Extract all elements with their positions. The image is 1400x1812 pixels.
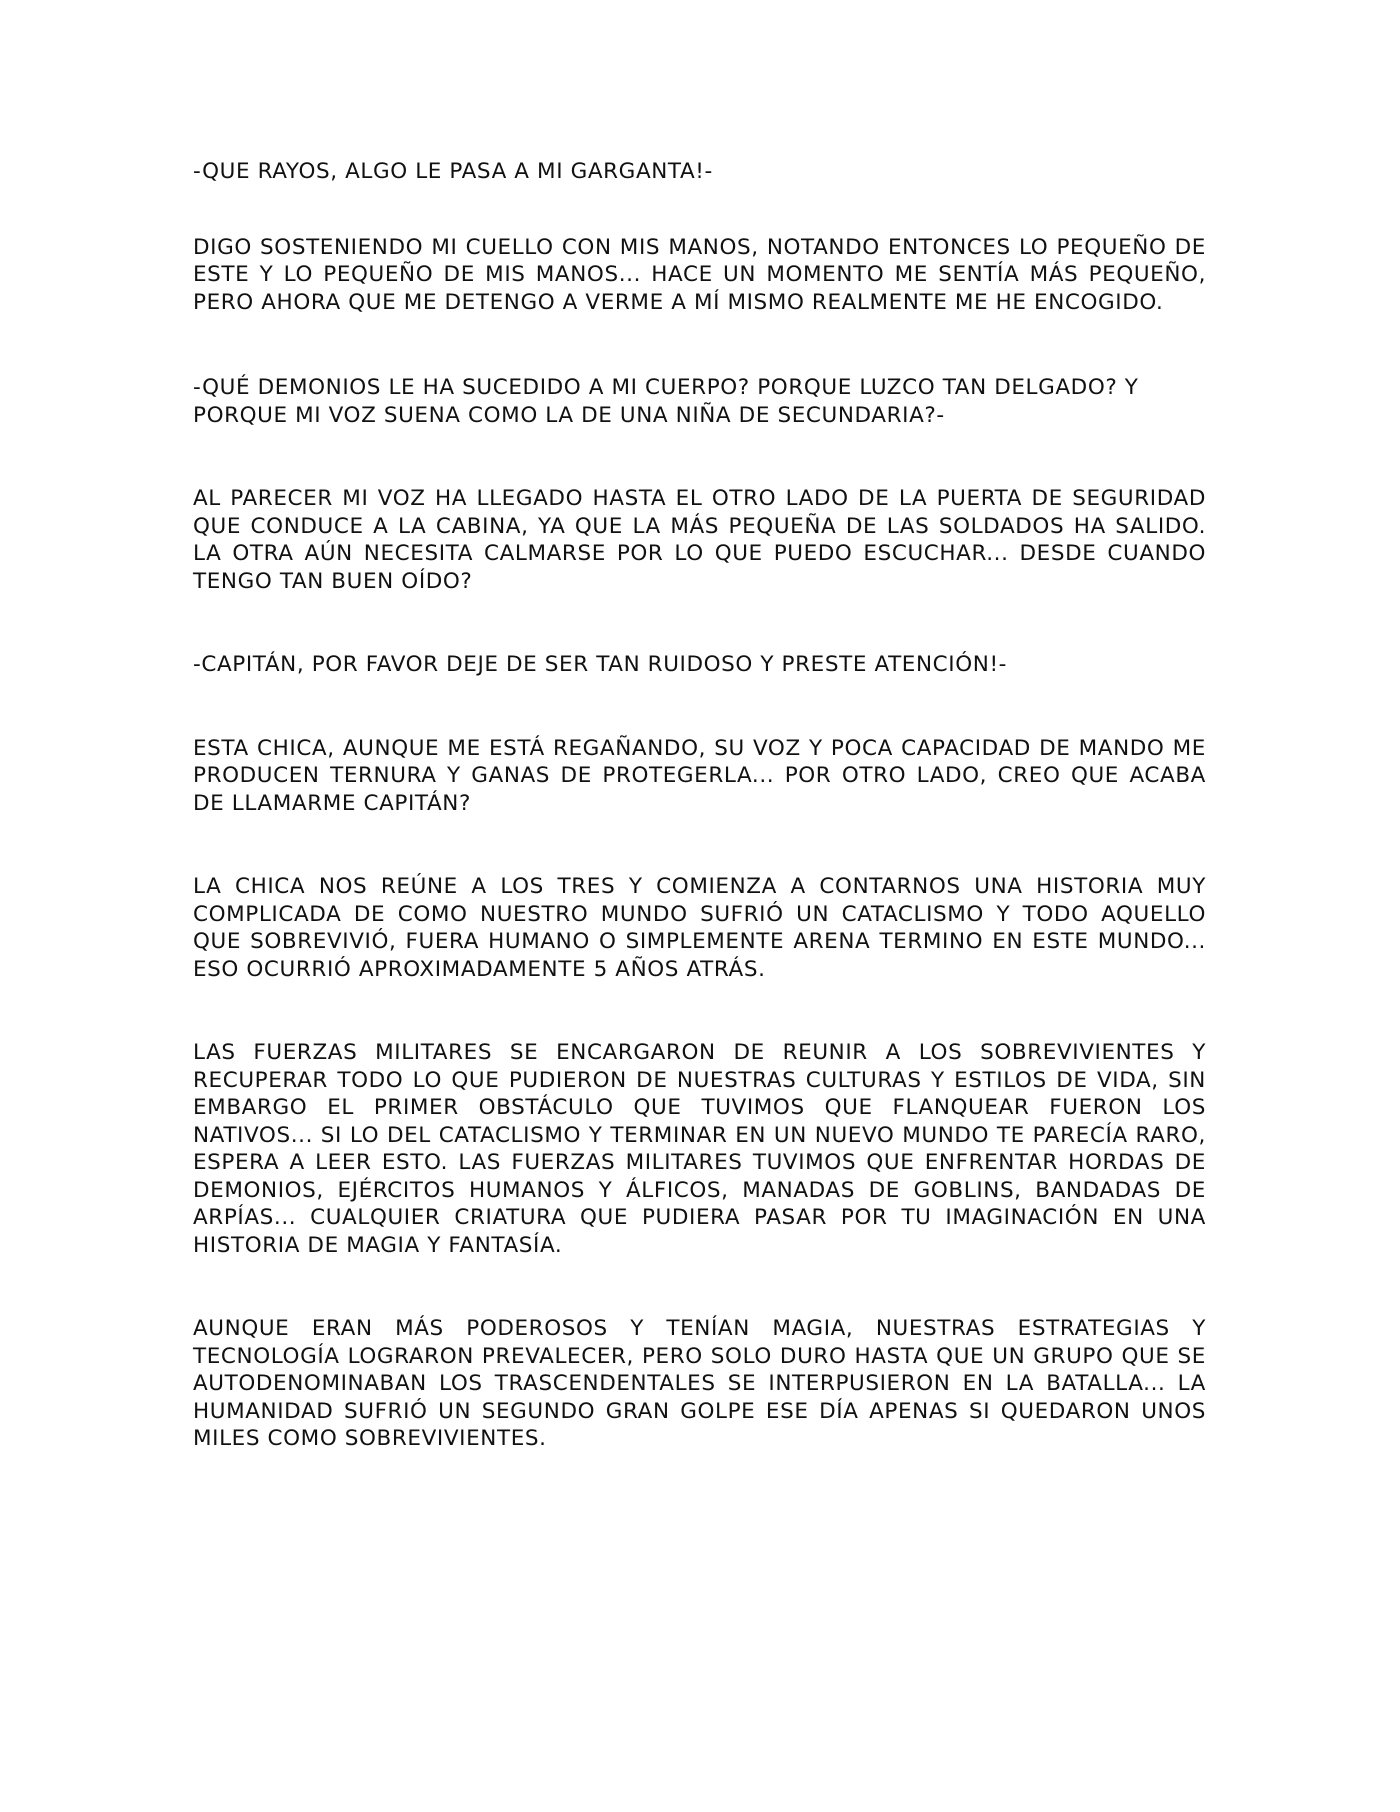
narration-paragraph: AL PARECER MI VOZ HA LLEGADO HASTA EL OTRO LADO DE LA PUERTA DE SEGURIDAD QUE CONDUCE A LA CABINA, YA QUE LA MÁS PEQUEÑA DE LAS SOLDADOS HA SALIDO. LA OTRA AÚN NECESITA CALMARSE POR LO QUE PUEDO ESCUCHAR... DESDE CUANDO TENGO TAN BUEN OÍDO?: [193, 486, 1206, 594]
narration-paragraph: ESTA CHICA, AUNQUE ME ESTÁ REGAÑANDO, SU VOZ Y POCA CAPACIDAD DE MANDO ME PRODUCEN TERNURA Y GANAS DE PROTEGERLA... POR OTRO LADO, CREO QUE ACABA DE LLAMARME CAPITÁN?: [193, 735, 1206, 816]
dialogue-paragraph: -CAPITÁN, POR FAVOR DEJE DE SER TAN RUIDOSO Y PRESTE ATENCIÓN!-: [193, 652, 1008, 677]
dialogue-paragraph: -QUÉ DEMONIOS LE HA SUCEDIDO A MI CUERPO? PORQUE LUZCO TAN DELGADO? Y PORQUE MI VOZ SUENA COMO LA DE UNA NIÑA DE SECUNDARIA?-: [193, 375, 1139, 428]
narration-paragraph: LA CHICA NOS REÚNE A LOS TRES Y COMIENZA A CONTARNOS UNA HISTORIA MUY COMPLICADA DE COMO NUESTRO MUNDO SUFRIÓ UN CATACLISMO Y TODO AQUELLO QUE SOBREVIVIÓ, FUERA HUMANO O SIMPLEMENTE ARENA TERMINO EN ESTE MUNDO... ESO OCURRIÓ APROXIMADAMENTE 5 AÑOS ATRÁS.: [193, 874, 1206, 982]
dialogue-paragraph: -QUE RAYOS, ALGO LE PASA A MI GARGANTA!-: [193, 159, 713, 184]
narration-paragraph: LAS FUERZAS MILITARES SE ENCARGARON DE REUNIR A LOS SOBREVIVIENTES Y RECUPERAR TODO LO QUE PUDIERON DE NUESTRAS CULTURAS Y ESTILOS DE VIDA, SIN EMBARGO EL PRIMER OBSTÁCULO QUE TUVIMOS QUE FLANQUEAR FUERON LOS NATIVOS... SI LO DEL CATACLISMO Y TERMINAR EN UN NUEVO MUNDO TE PARECÍA RARO, ESPERA A LEER ESTO. LAS FUERZAS MILITARES TUVIMOS QUE ENFRENTAR HORDAS DE DEMONIOS, EJÉRCITOS HUMANOS Y ÁLFICOS, MANADAS DE GOBLINS, BANDADAS DE ARPÍAS... CUALQUIER CRIATURA QUE PUDIERA PASAR POR TU IMAGINACIÓN EN UNA HISTORIA DE MAGIA Y FANTASÍA.: [193, 1040, 1206, 1258]
narration-paragraph: AUNQUE ERAN MÁS PODEROSOS Y TENÍAN MAGIA, NUESTRAS ESTRATEGIAS Y TECNOLOGÍA LOGRARON PREVALECER, PERO SOLO DURO HASTA QUE UN GRUPO QUE SE AUTODENOMINABAN LOS TRASCENDENTALES SE INTERPUSIERON EN LA BATALLA... LA HUMANIDAD SUFRIÓ UN SEGUNDO GRAN GOLPE ESE DÍA APENAS SI QUEDARON UNOS MILES COMO SOBREVIVIENTES.: [193, 1316, 1206, 1451]
document-page: [193, 158, 1206, 1453]
narration-paragraph: DIGO SOSTENIENDO MI CUELLO CON MIS MANOS, NOTANDO ENTONCES LO PEQUEÑO DE ESTE Y LO PEQUEÑO DE MIS MANOS... HACE UN MOMENTO ME SENTÍA MÁS PEQUEÑO, PERO AHORA QUE ME DETENGO A VERME A MÍ MISMO REALMENTE ME HE ENCOGIDO.: [193, 234, 1206, 315]
